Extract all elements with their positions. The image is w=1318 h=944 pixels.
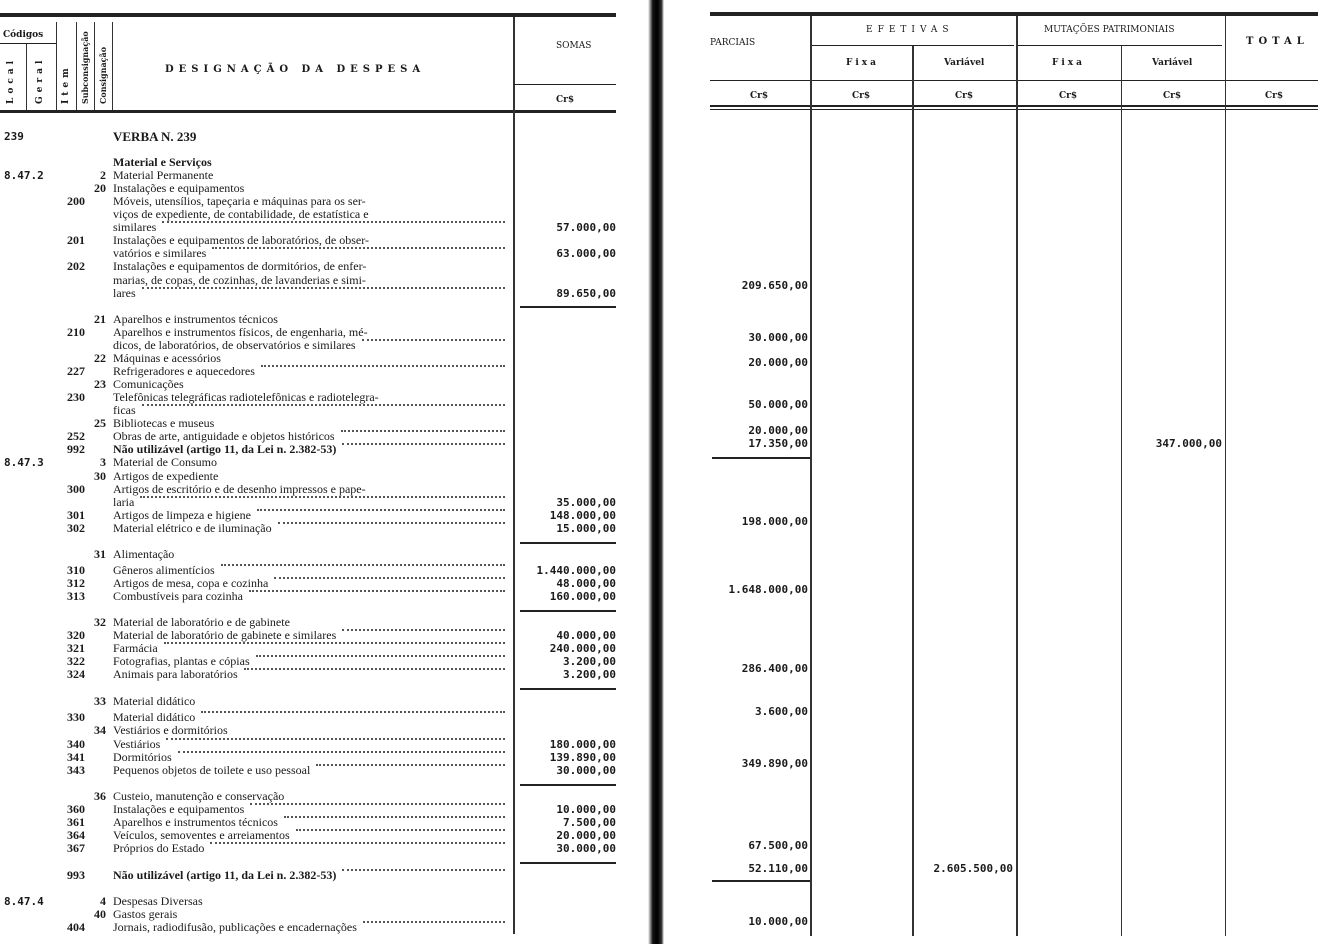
code-item: 340 <box>67 737 85 751</box>
code-item: 230 <box>67 390 85 404</box>
header-geral: Geral <box>35 56 45 104</box>
dot-leader <box>257 509 505 511</box>
code-item: 360 <box>67 802 85 816</box>
soma-value: 148.000,00 <box>549 509 616 522</box>
code-consignacao: 2 <box>100 168 106 182</box>
divider <box>1121 46 1122 936</box>
code-local: 8.47.3 <box>4 456 44 469</box>
designacao-text: Fotografias, plantas e cópias <box>113 654 250 668</box>
code-consignacao: 21 <box>94 312 106 326</box>
expense-row <box>0 711 620 724</box>
designacao-text: Pequenos objetos de toilete e uso pessoal <box>113 763 311 777</box>
dot-leader <box>249 590 505 592</box>
efetivas-variavel-value: 2.605.500,00 <box>933 862 1013 875</box>
divider <box>76 22 77 110</box>
expense-row <box>0 668 620 681</box>
header-bottom-rule <box>710 105 1318 107</box>
designacao-text: Material de Consumo <box>113 455 217 469</box>
expense-row <box>0 655 620 668</box>
designacao-text: Vestiários e dormitórios <box>113 723 228 737</box>
code-item: 302 <box>67 521 85 535</box>
header-efetivas-fixa: Fixa <box>846 58 880 68</box>
code-item: 364 <box>67 828 85 842</box>
code-item: 361 <box>67 815 85 829</box>
expense-row <box>0 522 620 535</box>
designacao-text: Despesas Diversas <box>113 894 203 908</box>
soma-value: 40.000,00 <box>556 629 616 642</box>
parcial-value: 349.890,00 <box>741 757 808 770</box>
currency-mutacoes-variavel: Cr$ <box>1163 91 1182 101</box>
designacao-text: Não utilizável (artigo 11, da Lei n. 2.382-53) <box>113 868 337 882</box>
parcial-value: 67.500,00 <box>748 839 808 852</box>
designacao-text: Bibliotecas e museus <box>113 416 215 430</box>
expense-row <box>0 260 620 273</box>
designacao-text: Aparelhos e instrumentos técnicos <box>113 815 278 829</box>
code-consignacao: 20 <box>94 181 106 195</box>
parcial-value: 10.000,00 <box>748 915 808 928</box>
expense-row <box>0 404 620 417</box>
designacao-text: Comunicações <box>113 377 184 391</box>
code-item: 992 <box>67 442 85 456</box>
code-item: 330 <box>67 710 85 724</box>
mutacoes-variavel-value: 347.000,00 <box>1155 437 1222 450</box>
expense-row <box>0 548 620 561</box>
designacao-text: Material de laboratório e de gabinete <box>113 615 290 629</box>
code-item: 313 <box>67 589 85 603</box>
soma-value: 30.000,00 <box>556 842 616 855</box>
code-consignacao: 36 <box>94 789 106 803</box>
expense-row <box>0 169 620 182</box>
divider <box>94 22 95 110</box>
divider <box>1016 16 1018 936</box>
soma-value: 57.000,00 <box>556 221 616 234</box>
subtotal-rule <box>520 610 616 612</box>
divider <box>112 22 113 110</box>
parcial-value: 209.650,00 <box>741 279 808 292</box>
dot-leader <box>142 287 505 289</box>
expense-row <box>0 751 620 764</box>
parcial-value: 286.400,00 <box>741 662 808 675</box>
expense-row <box>0 391 620 404</box>
code-consignacao: 22 <box>94 351 106 365</box>
dot-leader <box>342 869 505 871</box>
designacao-text: Artigos de escritório e de desenho impressos e pape- <box>113 482 366 496</box>
dot-leader <box>342 443 505 445</box>
expense-row <box>0 156 620 169</box>
expense-row <box>0 803 620 816</box>
dot-leader <box>210 842 505 844</box>
header-parciais: PARCIAIS <box>710 38 756 48</box>
dot-leader <box>316 764 505 766</box>
subtotal-rule <box>712 880 810 882</box>
top-rule <box>710 12 1318 16</box>
designacao-text: Obras de arte, antiguidade e objetos históricos <box>113 429 335 443</box>
divider <box>26 44 27 110</box>
expense-row <box>0 274 620 287</box>
designacao-text: Gêneros alimentícios <box>113 563 215 577</box>
expense-row <box>0 642 620 655</box>
soma-value: 35.000,00 <box>556 496 616 509</box>
header-designacao: DESIGNAÇÃO DA DESPESA <box>165 64 426 75</box>
code-consignacao: 34 <box>94 723 106 737</box>
header-efetivas-variavel: Variável <box>944 58 985 68</box>
designacao-text: Próprios do Estado <box>113 841 205 855</box>
soma-value: 1.440.000,00 <box>536 564 616 577</box>
soma-value: 240.000,00 <box>549 642 616 655</box>
expense-row <box>0 496 620 509</box>
dot-leader <box>362 339 505 341</box>
header-efetivas: EFETIVAS <box>866 25 954 35</box>
currency-parciais: Cr$ <box>750 91 769 101</box>
header-mutacoes-variavel: Variável <box>1152 58 1193 68</box>
parcial-value: 52.110,00 <box>748 862 808 875</box>
code-consignacao: 25 <box>94 416 106 430</box>
header-mutacoes: MUTAÇÕES PATRIMONIAIS <box>1044 25 1175 35</box>
parcial-value: 20.000,00 <box>748 424 808 437</box>
subtotal-rule <box>520 542 616 544</box>
designacao-text: Material de laboratório de gabinete e similares <box>113 628 337 642</box>
designacao-text: dicos, de laboratórios, de observatórios e similares <box>113 338 356 352</box>
code-item: 210 <box>67 325 85 339</box>
expense-row <box>0 483 620 496</box>
divider <box>1225 16 1226 936</box>
dot-leader <box>342 629 505 631</box>
expense-row <box>0 234 620 247</box>
divider <box>56 22 57 110</box>
soma-value: 3.200,00 <box>563 668 616 681</box>
header-codigos: Códigos <box>3 30 44 40</box>
designacao-text: Não utilizável (artigo 11, da Lei n. 2.382-53) <box>113 442 337 456</box>
designacao-text: Material e Serviços <box>113 155 212 169</box>
expense-row <box>0 130 620 143</box>
parcial-value: 17.350,00 <box>748 437 808 450</box>
parcial-value: 20.000,00 <box>748 356 808 369</box>
soma-value: 10.000,00 <box>556 803 616 816</box>
designacao-text: Instalações e equipamentos <box>113 181 245 195</box>
header-total: TOTAL <box>1246 36 1309 47</box>
designacao-text: ficas <box>113 403 136 417</box>
dot-leader <box>244 668 505 670</box>
parcial-value: 1.648.000,00 <box>728 583 808 596</box>
top-rule <box>0 13 616 17</box>
designacao-text: Artigos de mesa, copa e cozinha <box>113 576 269 590</box>
code-consignacao: 4 <box>100 894 106 908</box>
parcial-value: 50.000,00 <box>748 398 808 411</box>
parcial-value: 198.000,00 <box>741 515 808 528</box>
code-item: 343 <box>67 763 85 777</box>
code-item: 202 <box>67 259 85 273</box>
dot-leader <box>284 816 505 818</box>
expense-row <box>0 738 620 751</box>
code-consignacao: 31 <box>94 547 106 561</box>
dot-leader <box>178 751 505 753</box>
designacao-text: marias, de copas, de cozinhas, de lavanderias e simi- <box>113 273 366 287</box>
header-item: Item <box>61 64 71 104</box>
soma-value: 7.500,00 <box>563 816 616 829</box>
designacao-text: Animais para laboratórios <box>113 667 238 681</box>
subtotal-rule <box>520 688 616 690</box>
designacao-text: Alimentação <box>113 547 175 561</box>
designacao-text: VERBA N. 239 <box>113 129 197 144</box>
expense-row <box>0 829 620 842</box>
expense-row <box>0 790 620 803</box>
designacao-text: Aparelhos e instrumentos físicos, de engenharia, mé- <box>113 325 368 339</box>
soma-value: 180.000,00 <box>549 738 616 751</box>
designacao-text: Artigos de limpeza e higiene <box>113 508 251 522</box>
dot-leader <box>140 496 505 498</box>
designacao-text: Artigos de expediente <box>113 469 219 483</box>
expense-row <box>0 352 620 365</box>
code-consignacao: 32 <box>94 615 106 629</box>
subtotal-rule <box>520 862 616 864</box>
designacao-text: Material Permanente <box>113 168 214 182</box>
code-item: 200 <box>67 194 85 208</box>
designacao-text: Farmácia <box>113 641 158 655</box>
currency-efetivas-fixa: Cr$ <box>852 91 871 101</box>
page-gutter <box>648 0 664 944</box>
code-item: 227 <box>67 364 85 378</box>
code-consignacao: 30 <box>94 469 106 483</box>
expense-row <box>0 921 620 934</box>
dot-leader <box>201 711 505 713</box>
designacao-text: Material didático <box>113 710 196 724</box>
soma-value: 89.650,00 <box>556 287 616 300</box>
mutacoes-rule <box>1018 45 1222 46</box>
expense-row <box>0 869 620 882</box>
soma-value: 160.000,00 <box>549 590 616 603</box>
designacao-text: laria <box>113 495 135 509</box>
code-item: 320 <box>67 628 85 642</box>
soma-value: 3.200,00 <box>563 655 616 668</box>
parcial-value: 30.000,00 <box>748 331 808 344</box>
designacao-text: Gastos gerais <box>113 907 178 921</box>
expense-row <box>0 842 620 855</box>
code-local: 8.47.2 <box>4 169 44 182</box>
header-bottom-rule <box>0 110 616 113</box>
dot-leader <box>274 577 505 579</box>
header-subconsignacao: Subconsignação <box>80 31 90 104</box>
expense-row <box>0 339 620 352</box>
subheader-rule <box>710 80 1318 81</box>
expense-row <box>0 509 620 522</box>
code-item: 201 <box>67 233 85 247</box>
code-item: 322 <box>67 654 85 668</box>
designacao-text: Combustíveis para cozinha <box>113 589 243 603</box>
subtotal-rule <box>712 457 810 459</box>
expense-row <box>0 895 620 908</box>
dot-leader <box>363 921 505 923</box>
expense-row <box>0 577 620 590</box>
expense-row <box>0 443 620 456</box>
header-currency: Cr$ <box>556 95 575 105</box>
designacao-text: Telefônicas telegráficas radiotelefônicas e radiotelegra- <box>113 390 379 404</box>
subtotal-rule <box>520 306 616 308</box>
soma-value: 20.000,00 <box>556 829 616 842</box>
code-item: 312 <box>67 576 85 590</box>
dot-leader <box>164 642 505 644</box>
code-item: 404 <box>67 920 85 934</box>
divider <box>912 46 914 936</box>
code-consignacao: 3 <box>100 455 106 469</box>
dot-leader <box>221 564 505 566</box>
code-consignacao: 33 <box>94 694 106 708</box>
expense-row <box>0 208 620 221</box>
code-item: 321 <box>67 641 85 655</box>
soma-value: 30.000,00 <box>556 764 616 777</box>
code-consignacao: 40 <box>94 907 106 921</box>
expense-row <box>0 764 620 777</box>
code-item: 341 <box>67 750 85 764</box>
expense-row <box>0 365 620 378</box>
header-mutacoes-fixa: Fixa <box>1052 58 1086 68</box>
designacao-text: Veículos, semoventes e arreiamentos <box>113 828 290 842</box>
dot-leader <box>162 221 505 223</box>
designacao-text: Móveis, utensílios, tapeçaria e máquinas para os ser- <box>113 194 366 208</box>
codigos-rule <box>0 43 56 44</box>
code-local: 239 <box>4 130 24 143</box>
code-item: 324 <box>67 667 85 681</box>
designacao-text: Máquinas e acessórios <box>113 351 221 365</box>
dot-leader <box>278 522 505 524</box>
designacao-text: Instalações e equipamentos de laboratórios, de obser- <box>113 233 370 247</box>
expense-row <box>0 629 620 642</box>
dot-leader <box>341 430 505 432</box>
designacao-text: similares <box>113 220 157 234</box>
designacao-text: Vestiários <box>113 737 161 751</box>
designacao-text: Material didático <box>113 694 196 708</box>
dot-leader <box>166 738 505 740</box>
expense-row <box>0 724 620 737</box>
designacao-text: viços de expediente, de contabilidade, de estatística e <box>113 207 369 221</box>
expense-row <box>0 816 620 829</box>
code-consignacao: 23 <box>94 377 106 391</box>
subtotal-rule <box>520 784 616 786</box>
soma-value: 15.000,00 <box>556 522 616 535</box>
dot-leader <box>212 247 505 249</box>
designacao-text: Instalações e equipamentos <box>113 802 245 816</box>
code-item: 367 <box>67 841 85 855</box>
code-item: 993 <box>67 868 85 882</box>
code-item: 252 <box>67 429 85 443</box>
expense-row <box>0 564 620 577</box>
somas-rule <box>514 84 616 85</box>
code-item: 301 <box>67 508 85 522</box>
header-local: Local <box>6 56 16 104</box>
designacao-text: vatórios e similares <box>113 246 207 260</box>
expense-row <box>0 287 620 300</box>
code-local: 8.47.4 <box>4 895 44 908</box>
currency-efetivas-variavel: Cr$ <box>955 91 974 101</box>
designacao-text: Custeio, manutenção e conservação <box>113 789 285 803</box>
designacao-text: Dormitórios <box>113 750 172 764</box>
expense-row <box>0 456 620 469</box>
dot-leader <box>296 829 505 831</box>
soma-value: 139.890,00 <box>549 751 616 764</box>
soma-value: 63.000,00 <box>556 247 616 260</box>
designacao-text: Aparelhos e instrumentos técnicos <box>113 312 278 326</box>
dot-leader <box>256 655 505 657</box>
divider <box>810 16 812 936</box>
currency-total: Cr$ <box>1265 91 1284 101</box>
designacao-text: Refrigeradores e aquecedores <box>113 364 255 378</box>
expense-row <box>0 695 620 708</box>
soma-value: 48.000,00 <box>556 577 616 590</box>
designacao-text: Material elétrico e de iluminação <box>113 521 272 535</box>
currency-mutacoes-fixa: Cr$ <box>1059 91 1078 101</box>
dot-leader <box>250 803 505 805</box>
code-item: 310 <box>67 563 85 577</box>
designacao-text: lares <box>113 286 136 300</box>
code-item: 300 <box>67 482 85 496</box>
header-consignacao: Consignação <box>98 46 108 104</box>
dot-leader <box>142 404 505 406</box>
designacao-text: Instalações e equipamentos de dormitórios, de enfer- <box>113 259 367 273</box>
header-somas: SOMAS <box>556 41 592 51</box>
parcial-value: 3.600,00 <box>755 705 808 718</box>
dot-leader <box>261 365 505 367</box>
designacao-text: Jornais, radiodifusão, publicações e encadernações <box>113 920 357 934</box>
header-bottom-rule <box>710 109 1318 110</box>
expense-row <box>0 590 620 603</box>
